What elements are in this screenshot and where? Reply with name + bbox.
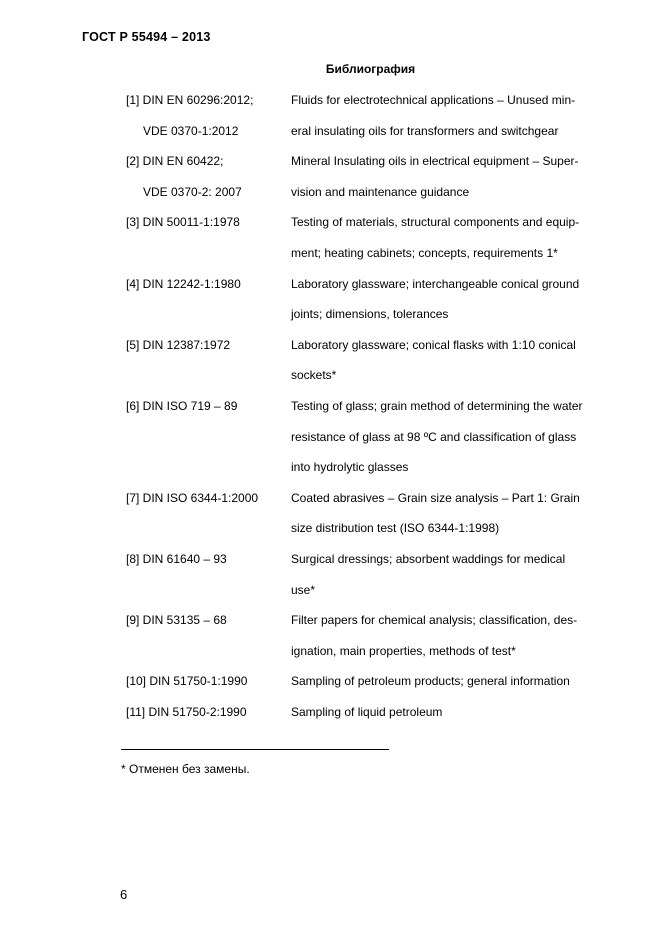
reference-title-line: Surgical dressings; absorbent waddings for medical bbox=[291, 551, 566, 566]
reference-title-line: Sampling of liquid petroleum bbox=[291, 704, 443, 719]
reference-code-line: [10] DIN 51750-1:1990 bbox=[126, 674, 248, 689]
reference-item bbox=[126, 610, 626, 671]
reference-title bbox=[291, 488, 619, 549]
reference-item bbox=[126, 90, 626, 151]
reference-item bbox=[126, 274, 626, 335]
reference-title bbox=[291, 396, 619, 488]
reference-code bbox=[126, 702, 291, 733]
reference-title-line: Sampling of petroleum products; general information bbox=[291, 674, 570, 689]
document-header: ГОСТ Р 55494 – 2013 bbox=[82, 30, 211, 44]
reference-code bbox=[126, 488, 291, 519]
reference-code-line: VDE 0370-2: 2007 bbox=[143, 184, 242, 199]
reference-item bbox=[126, 671, 626, 702]
footnote-separator bbox=[121, 749, 389, 750]
reference-title-line: into hydrolytic glasses bbox=[291, 460, 409, 475]
reference-title-line: Testing of materials, structural components and equip- bbox=[291, 215, 580, 230]
reference-title bbox=[291, 610, 619, 671]
reference-item bbox=[126, 396, 626, 488]
reference-code-line: [8] DIN 61640 – 93 bbox=[126, 551, 227, 566]
reference-item bbox=[126, 151, 626, 212]
reference-title-line: size distribution test (ISO 6344-1:1998) bbox=[291, 521, 500, 536]
reference-code-line: [4] DIN 12242-1:1980 bbox=[126, 276, 241, 291]
reference-code-line: [1] DIN EN 60296:2012; bbox=[126, 93, 254, 107]
reference-title-line: Filter papers for chemical analysis; classification, des- bbox=[291, 613, 578, 628]
reference-code bbox=[126, 671, 291, 702]
reference-title-line: Fluids for electrotechnical applications – Unused min- bbox=[291, 93, 576, 107]
reference-code-line: [6] DIN ISO 719 – 89 bbox=[126, 398, 238, 413]
reference-code bbox=[126, 610, 291, 641]
reference-title-line: eral insulating oils for transformers and switchgear bbox=[291, 123, 559, 138]
reference-code-line: [9] DIN 53135 – 68 bbox=[126, 613, 227, 628]
reference-title bbox=[291, 549, 619, 610]
reference-title-line: Laboratory glassware; conical flasks with 1:10 conical bbox=[291, 337, 576, 352]
reference-code bbox=[126, 90, 291, 151]
reference-code-line: [2] DIN EN 60422; bbox=[126, 154, 224, 169]
reference-title bbox=[291, 335, 619, 396]
reference-title bbox=[291, 671, 619, 702]
reference-title-line: sockets* bbox=[291, 368, 337, 383]
reference-title-line: Mineral Insulating oils in electrical equipment – Super- bbox=[291, 154, 579, 169]
reference-code-line: [11] DIN 51750-2:1990 bbox=[126, 704, 247, 719]
reference-code-line: [7] DIN ISO 6344-1:2000 bbox=[126, 490, 259, 505]
reference-code bbox=[126, 396, 291, 427]
reference-title bbox=[291, 702, 619, 733]
reference-title bbox=[291, 212, 619, 273]
reference-code bbox=[126, 549, 291, 580]
reference-list bbox=[126, 90, 626, 732]
page-number: 6 bbox=[120, 887, 128, 902]
reference-code-line: [3] DIN 50011-1:1978 bbox=[126, 215, 240, 230]
reference-title-line: vision and maintenance guidance bbox=[291, 184, 470, 199]
reference-code-line: VDE 0370-1:2012 bbox=[143, 123, 239, 138]
bibliography-title: Библиография bbox=[325, 62, 416, 76]
reference-title bbox=[291, 90, 619, 151]
reference-code bbox=[126, 274, 291, 305]
reference-code-line: [5] DIN 12387:1972 bbox=[126, 337, 231, 352]
reference-title-line: ignation, main properties, methods of test* bbox=[291, 643, 516, 658]
reference-title-line: joints; dimensions, tolerances bbox=[291, 307, 449, 322]
reference-code bbox=[126, 212, 291, 243]
reference-title-line: Testing of glass; grain method of determining the water bbox=[291, 398, 583, 413]
reference-code bbox=[126, 151, 291, 212]
reference-item bbox=[126, 702, 626, 733]
reference-title bbox=[291, 274, 619, 335]
reference-title-line: resistance of glass at 98 ºC and classification of glass bbox=[291, 429, 577, 444]
reference-title-line: Coated abrasives – Grain size analysis – Part 1: Grain bbox=[291, 490, 580, 505]
reference-title-line: use* bbox=[291, 582, 316, 597]
reference-item bbox=[126, 335, 626, 396]
footnote: * Отменен без замены. bbox=[121, 762, 250, 776]
reference-code bbox=[126, 335, 291, 366]
reference-item bbox=[126, 488, 626, 549]
reference-item bbox=[126, 549, 626, 610]
reference-item bbox=[126, 212, 626, 273]
reference-title-line: Laboratory glassware; interchangeable conical ground bbox=[291, 276, 580, 291]
reference-title bbox=[291, 151, 619, 212]
reference-title-line: ment; heating cabinets; concepts, requirements 1* bbox=[291, 245, 558, 260]
